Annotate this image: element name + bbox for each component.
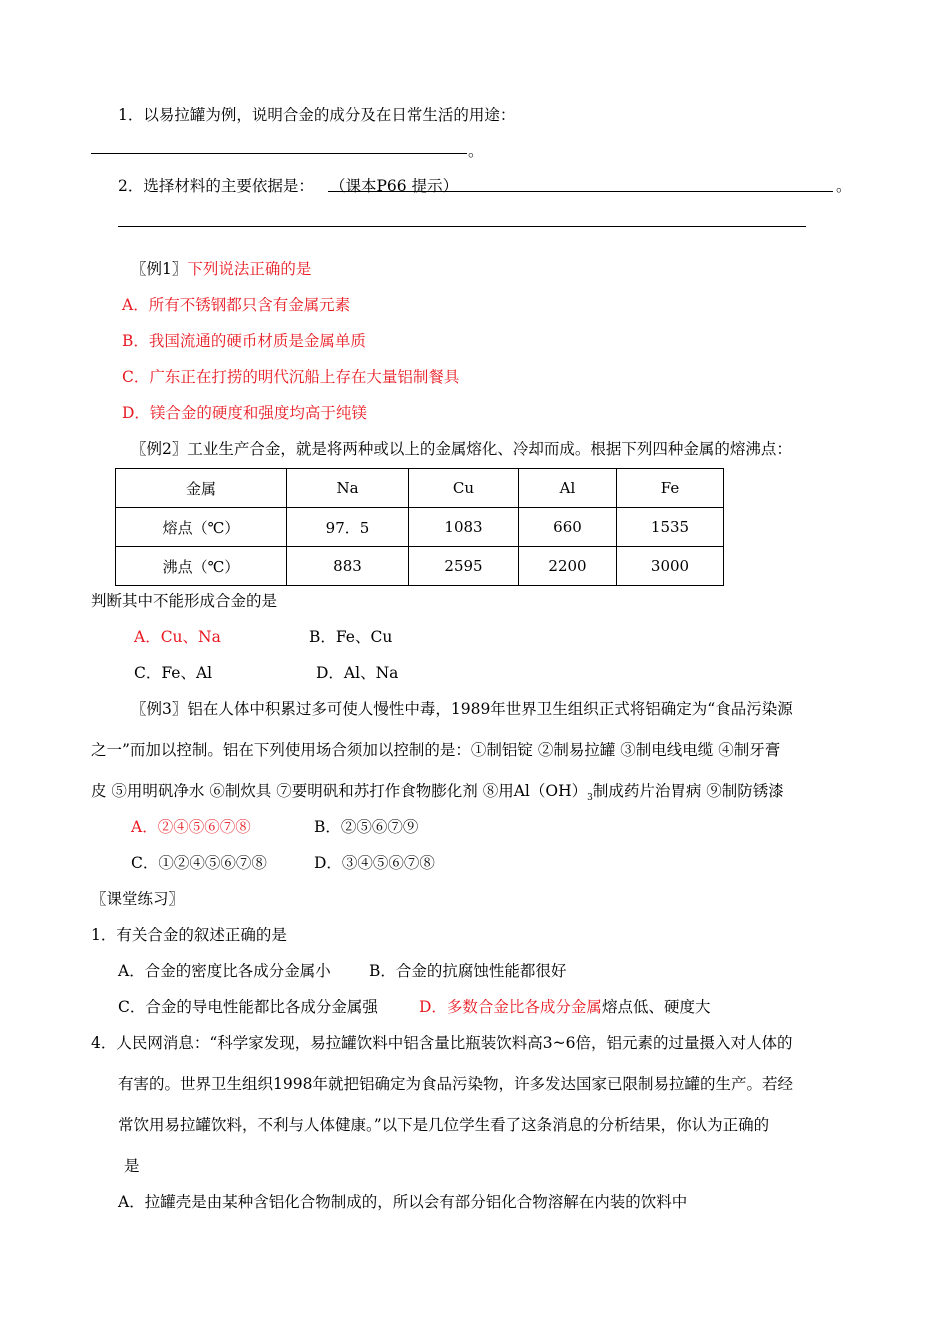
melting-boiling-table xyxy=(115,468,724,586)
ex1-option-d: D．镁合金的硬度和强度均高于纯镁 xyxy=(122,404,367,422)
ex3-option-a: A．②④⑤⑥⑦⑧ xyxy=(131,818,251,836)
practice-4-option-a: A．拉罐壳是由某种含铝化合物制成的，所以会有部分铝化合物溶解在内装的饮料中 xyxy=(118,1193,688,1211)
table-row xyxy=(116,508,724,547)
practice-1-option-c: C．合金的导电性能都比各成分金属强 xyxy=(118,998,378,1016)
table-cell: 97．5 xyxy=(287,508,409,547)
q1-text: 1．以易拉罐为例，说明合金的成分及在日常生活的用途： xyxy=(118,106,516,124)
practice-1-option-d xyxy=(419,997,710,1017)
table-header-row xyxy=(116,469,724,508)
ex3-line-3-rest: 制成药片治胃病 ⑨制防锈漆 xyxy=(592,782,784,800)
q2-text: 2．选择材料的主要依据是： xyxy=(118,177,314,195)
practice-4-line-3: 常饮用易拉罐饮料，不利与人体健康。”以下是几位学生看了这条消息的分析结果，你认为正确的 xyxy=(118,1116,770,1134)
ex2-option-a: A．Cu、Na xyxy=(134,628,221,646)
ex3-option-b: B．②⑤⑥⑦⑨ xyxy=(314,818,419,836)
q1-answer-line xyxy=(91,153,467,154)
ex1-option-a: A．所有不锈钢都只含有金属元素 xyxy=(122,296,351,314)
q2-end: 。 xyxy=(836,177,852,195)
ex1-option-b: B．我国流通的硬币材质是金属单质 xyxy=(122,332,366,350)
ex3-option-d: D．③④⑤⑥⑦⑧ xyxy=(314,854,435,872)
q2-hint: （课本P66 提示） xyxy=(330,177,459,195)
table-cell: 1083 xyxy=(409,508,519,547)
table-cell: 660 xyxy=(519,508,617,547)
table-header-cell: Cu xyxy=(409,469,519,508)
table-cell: 2595 xyxy=(409,547,519,586)
ex2-option-d: D．Al、Na xyxy=(316,664,399,682)
table-cell: 883 xyxy=(287,547,409,586)
practice-heading: 〖课堂练习〗 xyxy=(91,890,185,908)
practice-1-option-d-red: D．多数合金比各成分金属 xyxy=(419,998,602,1016)
table-cell: 1535 xyxy=(617,508,724,547)
ex2-intro: 〖例2〗工业生产合金，就是将两种或以上的金属熔化、冷却而成。根据下列四种金属的熔沸点： xyxy=(131,440,792,458)
q2-answer-line xyxy=(328,191,833,192)
table-row xyxy=(116,547,724,586)
ex2-option-b: B．Fe、Cu xyxy=(309,628,393,646)
ex3-option-c: C．①②④⑤⑥⑦⑧ xyxy=(131,854,267,872)
practice-1-option-b: B．合金的抗腐蚀性能都很好 xyxy=(369,962,567,980)
table-header-cell: Al xyxy=(519,469,617,508)
ex3-line-2: 之一”而加以控制。铝在下列使用场合须加以控制的是：①制铝锭 ②制易拉罐 ③制电线电缆 ④制牙膏 xyxy=(91,741,781,759)
table-cell: 2200 xyxy=(519,547,617,586)
table-header-cell: Fe xyxy=(617,469,724,508)
q2-answer-line-2 xyxy=(118,226,806,227)
ex3-line-3-text: 皮 ⑤用明矾净水 ⑥制炊具 ⑦要明矾和苏打作食物膨化剂 ⑧用Al（OH） xyxy=(91,782,588,800)
table-cell: 沸点（℃） xyxy=(116,547,287,586)
table-header-cell: Na xyxy=(287,469,409,508)
table-cell: 3000 xyxy=(617,547,724,586)
ex3-subscript: 3 xyxy=(587,793,593,804)
ex3-line-3 xyxy=(91,781,784,808)
ex1-option-c: C．广东正在打捞的明代沉船上存在大量铝制餐具 xyxy=(122,368,460,386)
ex2-option-c: C．Fe、Al xyxy=(134,664,213,682)
practice-1-option-a: A．合金的密度比各成分金属小 xyxy=(118,962,331,980)
practice-1-question: 1．有关合金的叙述正确的是 xyxy=(91,926,287,944)
table-header-cell: 金属 xyxy=(116,469,287,508)
q1-end: 。 xyxy=(468,142,484,160)
table-cell: 熔点（℃） xyxy=(116,508,287,547)
practice-4-line-2: 有害的。世界卫生组织1998年就把铝确定为食品污染物，许多发达国家已限制易拉罐的生产。若经 xyxy=(118,1075,793,1093)
practice-4-line-1: 4．人民网消息：“科学家发现，易拉罐饮料中铝含量比瓶装饮料高3~6倍，铝元素的过量摄入对人体的 xyxy=(91,1034,793,1052)
practice-4-line-4: 是 xyxy=(124,1157,140,1175)
ex3-line-1: 〖例3〗铝在人体中积累过多可使人慢性中毒，1989年世界卫生组织正式将铝确定为“食品污染源 xyxy=(131,700,793,718)
ex1-prefix: 〖例1〗 xyxy=(131,260,188,278)
ex1-prompt xyxy=(131,259,311,279)
ex1-question: 下列说法正确的是 xyxy=(187,260,312,278)
ex2-question: 判断其中不能形成合金的是 xyxy=(91,592,278,610)
practice-1-option-d-rest: 熔点低、硬度大 xyxy=(601,998,711,1016)
